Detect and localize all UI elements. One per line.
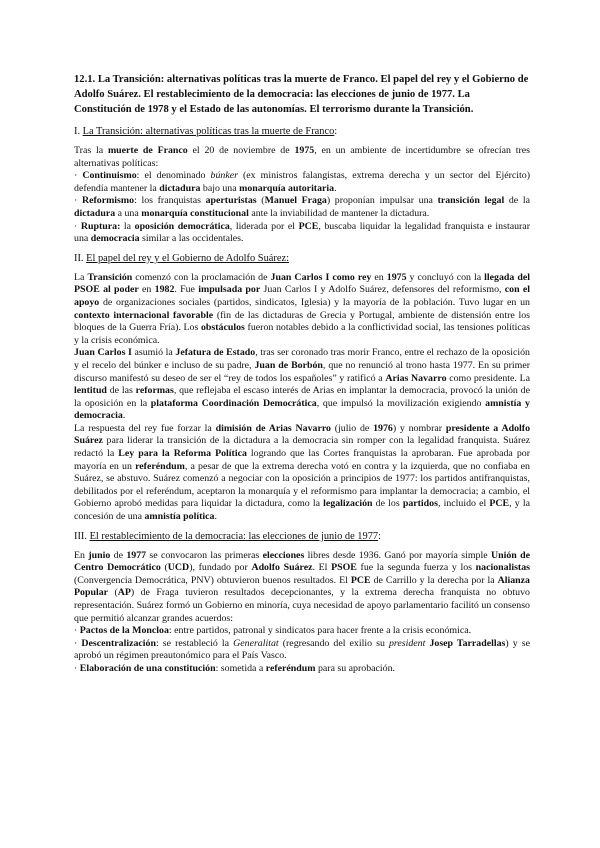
list-item: · Descentralización: se restableció la Generalitat (regresando del exilio su president Josep Tarradellas) y se aprobó un régimen preautonómico para el País Vasco. xyxy=(74,637,530,662)
paragraph: La Transición comenzó con la proclamación de Juan Carlos I como rey en 1975 y concluyó con la llegada del PSOE al poder en 1982. Fue impulsada por Juan Carlos I y Adolfo Suárez, defensores del reformismo, con el apoyo de organizaciones sociales (partidos, sindicatos, Iglesia) y la mayoría de la población. Tuvo lugar en un contexto internacional favorable (fin de las dictaduras de Grecia y Portugal, ambiente de distensión entre los bloques de la Guerra Fría). Los obstáculos fueron notables debido a la conflictividad social, las tensiones políticas y la crisis económica. xyxy=(74,271,531,346)
list-item: · Elaboración de una constitución: sometida a referéndum para su aprobación. xyxy=(74,662,396,674)
section-3-heading xyxy=(74,530,530,544)
section-1-colon: : xyxy=(334,126,338,137)
section-3-title: El restablecimiento de la democracia: las elecciones de junio de 1977 xyxy=(89,530,379,542)
section-1-heading xyxy=(74,125,530,139)
section-3-colon: : xyxy=(378,530,381,542)
paragraph: En junio de 1977 se convocaron las primeras elecciones libres desde 1936. Ganó por mayoría simple Unión de Centro Democrático (UCD), fundado por Adolfo Suárez. El PSOE fue la segunda fuerza y los nacionalistas (Convergencia Democrática, PNV) obtuvieron buenos resultados. El PCE de Carrillo y la derecha por la Alianza Popular (AP) de Fraga tuvieron resultados decepcionantes, y la extrema derecha franquista no obtuvo representación. Suárez formó un Gobierno en minoría, cuya necesidad de apoyo parlamentario facilitó un consenso que permitió alcanzar grandes acuerdos: xyxy=(74,549,530,624)
paragraph: Tras la muerte de Franco el 20 de noviembre de 1975, en un ambiente de incertidumbre se ofrecían tres alternativas políticas: xyxy=(74,145,530,169)
section-2-heading xyxy=(74,252,530,266)
list-item: · Reformismo: los franquistas aperturistas (Manuel Fraga) proponían impulsar una transición legal de la dictadura a una monarquía constitucional ante la inviabilidad de mantener la dictadura. xyxy=(74,195,530,219)
section-1-number: I. xyxy=(74,126,83,137)
paragraph: La respuesta del rey fue forzar la dimisión de Arias Navarro (julio de 1976) y nombrar presidente a Adolfo Suárez para liderar la transición de la dictadura a la democracia sin romper con la legalidad franquista. Suárez redactó la Ley para la Reforma Política logrando que las Cortes franquistas la aprobaran. Fue aprobada por mayoría en un referéndum, a pesar de que la extrema derecha votó en contra y la izquierda, que no confiaba en Suárez, se abstuvo. Suárez comenzó a negociar con la oposición a principios de 1977: los partidos antifranquistas, debilitados por el referéndum, aceptaron la monarquía y el reformismo para implantar la democracia; a cambio, el Gobierno aprobó medidas para liquidar la dictadura, como la legalización de los partidos, incluido el PCE, y la concesión de una amnistía política. xyxy=(74,422,531,523)
section-1-title: La Transición: alternativas políticas tras la muerte de Franco xyxy=(82,126,335,137)
section-2-number: II. xyxy=(74,252,87,264)
section-2-title: El papel del rey y el Gobierno de Adolfo Suárez: xyxy=(86,252,289,264)
section-3-number: III. xyxy=(74,530,90,542)
document-title: 12.1. La Transición: alternativas políticas tras la muerte de Franco. El papel del rey y el Gobierno de Adolfo Suárez. El restablecimiento de la democracia: las elecciones de junio de 1977. La Constitución de 1978 y el Estado de las autonomías. El terrorismo durante la Transición. xyxy=(74,74,529,115)
list-item: · Ruptura: la oposición democrática, liderada por el PCE, buscaba liquidar la legalidad franquista e instaurar una democracia similar a las occidentales. xyxy=(74,220,530,245)
list-item: · Pactos de la Moncloa: entre partidos, patronal y sindicatos para hacer frente a la crisis económica. xyxy=(74,625,472,637)
paragraph: Juan Carlos I asumió la Jefatura de Estado, tras ser coronado tras morir Franco, entre el rechazo de la oposición y el recelo del búnker e incluso de su padre, Juan de Borbón, que no renunció al trono hasta 1977. En su primer discurso manifestó su deseo de ser el “rey de todos los españoles” y ratificó a Arias Navarro como presidente. La lentitud de las reformas, que reflejaba el escaso interés de Arias en implantar la democracia, provocó la unión de la oposición en la plataforma Coordinación Democrática, que impulsó la movilización exigiendo amnistía y democracia. xyxy=(74,347,531,422)
list-item: · Continuismo: el denominado búnker (ex ministros falangistas, extrema derecha y un sector del Ejército) defendía mantener la dictadura bajo una monarquía autoritaria. xyxy=(74,170,531,194)
